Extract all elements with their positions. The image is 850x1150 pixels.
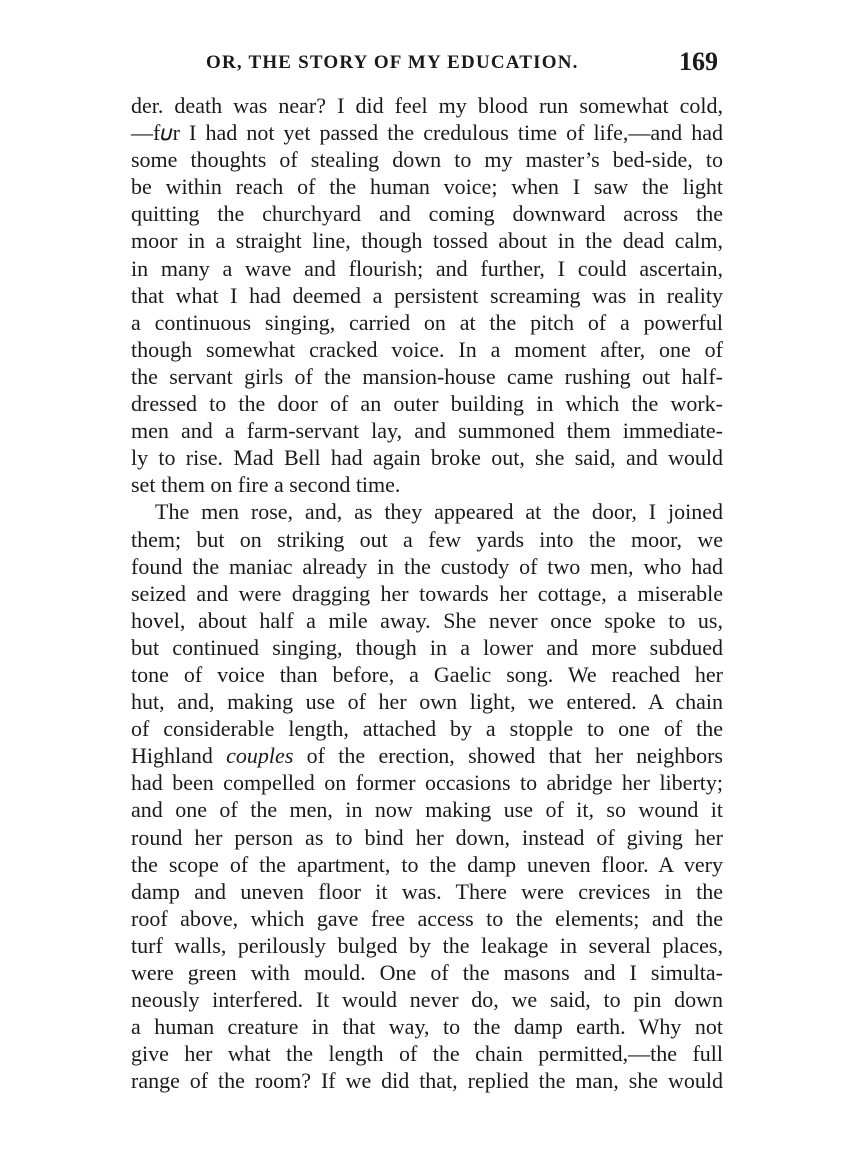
running-title: OR, THE STORY OF MY EDUCATION. <box>206 52 579 73</box>
paragraph <box>131 92 723 498</box>
italic-word: couples <box>226 743 294 769</box>
text-line: —f𝜐r I had not yet passed the credulous time of life,—and had <box>131 120 723 146</box>
text-line: men and a farm-servant lay, and summoned them immediate- <box>131 418 723 444</box>
running-head <box>130 42 722 82</box>
text-line: ly to rise. Mad Bell had again broke out, she said, and would <box>131 445 723 471</box>
text-line: round her person as to bind her down, instead of giving her <box>131 824 723 850</box>
text-line: a continuous singing, carried on at the pitch of a powerful <box>131 309 723 335</box>
text-line: a human creature in that way, to the damp earth. Why not <box>131 1014 723 1040</box>
text-line: that what I had deemed a persistent screaming was in reality <box>131 282 723 308</box>
text-line: hut, and, making use of her own light, we entered. A chain <box>131 689 723 715</box>
text-line: of considerable length, attached by a stopple to one of the <box>131 716 723 742</box>
text-line: turf walls, perilously bulged by the leakage in several places, <box>131 932 723 958</box>
text-line: der. death was near? I did feel my blood run somewhat cold, <box>131 93 723 118</box>
text-line: give her what the length of the chain permitted,—the full <box>131 1041 723 1067</box>
text-line: moor in a straight line, though tossed about in the dead calm, <box>131 228 723 254</box>
text-line: tone of voice than before, a Gaelic song. We reached her <box>131 661 723 687</box>
text-line: Highland couples of the erection, showed that her neighbors <box>131 743 723 769</box>
text-line: were green with mould. One of the masons and I simulta- <box>131 960 723 985</box>
text-line: neously interfered. It would never do, we said, to pin down <box>131 987 723 1013</box>
text-line: seized and were dragging her towards her cottage, a miserable <box>131 580 723 606</box>
text-line: some thoughts of stealing down to my master’s bed-side, to <box>131 147 723 173</box>
text-line: dressed to the door of an outer building in which the work- <box>131 391 723 417</box>
text-line: The men rose, and, as they appeared at the door, I joined <box>155 499 723 525</box>
text-line: in many a wave and flourish; and further, I could ascertain, <box>131 255 723 281</box>
text-line: and one of the men, in now making use of it, so wound it <box>131 797 723 823</box>
paragraph <box>131 498 723 1094</box>
text-line: roof above, which gave free access to the elements; and the <box>131 905 723 931</box>
text-line: damp and uneven floor it was. There were crevices in the <box>131 878 723 904</box>
text-line: but continued singing, though in a lower and more subdued <box>131 634 723 660</box>
body-text <box>131 92 723 1094</box>
text-line: though somewhat cracked voice. In a moment after, one of <box>131 336 723 362</box>
text-line: be within reach of the human voice; when I saw the light <box>131 174 723 200</box>
text-line: found the maniac already in the custody of two men, who had <box>131 553 723 579</box>
page-number: 169 <box>679 47 718 76</box>
text-line: the scope of the apartment, to the damp uneven floor. A very <box>131 851 723 877</box>
text-line: the servant girls of the mansion-house came rushing out half- <box>131 363 723 389</box>
text-line: quitting the churchyard and coming downward across the <box>131 201 723 227</box>
text-line: set them on fire a second time. <box>131 472 401 498</box>
text-line: had been compelled on former occasions to abridge her liberty; <box>131 770 723 796</box>
text-line: hovel, about half a mile away. She never once spoke to us, <box>131 607 723 633</box>
text-line: range of the room? If we did that, replied the man, she would <box>131 1068 723 1094</box>
text-line: them; but on striking out a few yards into the moor, we <box>131 526 723 552</box>
